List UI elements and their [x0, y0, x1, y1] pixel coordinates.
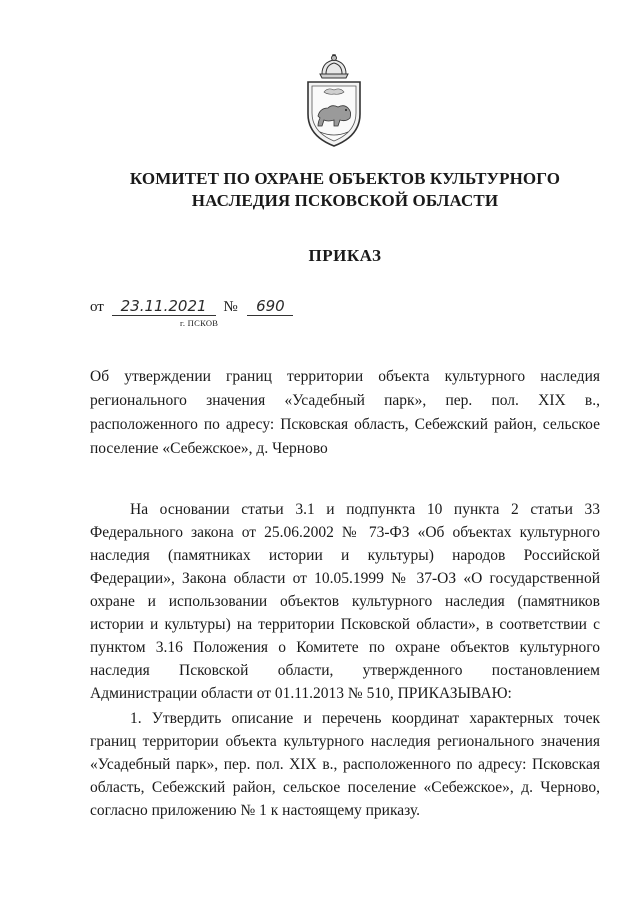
organization-title-line-1: КОМИТЕТ ПО ОХРАНЕ ОБЪЕКТОВ КУЛЬТУРНОГО	[129, 169, 561, 188]
date-prefix: от	[90, 299, 104, 315]
pskov-region-coat-of-arms-icon	[296, 52, 372, 152]
order-subject: Об утверждении границ территории объекта культурного наследия регионального значения «Усадебный парк», пер. пол. XIX в., расположенного по адресу: Псковская область, Себежский район, сельское поселение «Себежское», д. Черново	[90, 368, 600, 457]
organization-title	[60, 168, 630, 212]
order-item-1: 1. Утвердить описание и перечень координат характерных точек границ территории объекта культурного наследия регионального значения «Усадебный парк», пер. пол. XIX в., расположенного по адресу: Псковская область, Себежский район, сельское поселение «Себежское», д. Черново, согласно приложению № 1 к настоящему приказу.	[90, 710, 600, 819]
organization-title-line-2: НАСЛЕДИЯ ПСКОВСКОЙ ОБЛАСТИ	[191, 191, 499, 210]
order-number-label: №	[223, 299, 238, 315]
city-label: г. ПСКОВ	[180, 318, 219, 328]
document-type-heading: ПРИКАЗ	[308, 246, 382, 265]
order-number-handwritten: 690	[247, 298, 293, 316]
order-date-handwritten: 23.11.2021	[112, 298, 216, 316]
preamble-paragraph: На основании статьи 3.1 и подпункта 10 пункта 2 статьи 33 Федерального закона от 25.06.2002 № 73-ФЗ «Об объектах культурного наследия (памятниках истории и культуры) народов Российской Федерации», Закона области от 10.05.1999 № 37-ОЗ «О государственной охране и использовании объектов культурного наследия (памятников истории и культуры) на территории Псковской области», в соответствии с пунктом 3.16 Положения о Комитете по охране объектов культурного наследия Псковской области, утвержденного постановлением Администрации области от 01.11.2013 № 510, ПРИКАЗЫВАЮ:	[90, 501, 600, 702]
order-date-number-line	[90, 298, 293, 316]
order-body	[90, 498, 600, 822]
